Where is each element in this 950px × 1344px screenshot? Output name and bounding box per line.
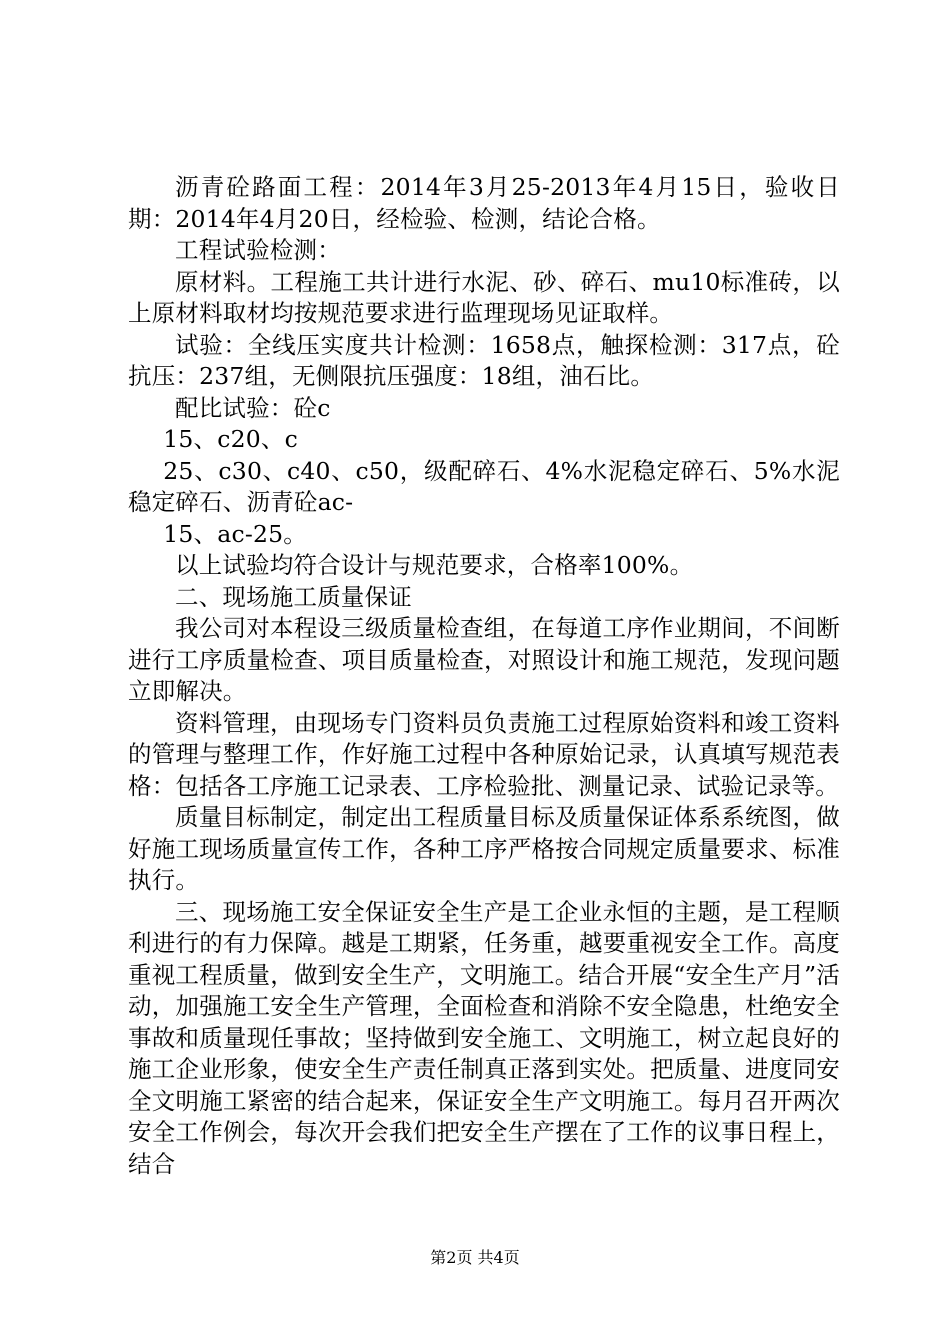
page-footer: 第2页 共4页 bbox=[430, 1248, 520, 1267]
paragraph-mix-grades-3: 15、ac-25。 bbox=[163, 519, 307, 548]
paragraph-safety: 三、现场施工安全保证安全生产是工企业永恒的主题，是工程顺利进行的有力保障。越是工期紧，任务重，越要重视安全工作。高度重视工程质量，做到安全生产，文明施工。结合开展“安全生产月”活动，加强施工安全生产管理，全面检查和消除不安全隐患，杜绝安全事故和质量现任事故；坚持做到安全施工、文明施工，树立起良好的施工企业形象，使安全生产责任制真正落到实处。把质量、进度同安全文明施工紧密的结合起来，保证安全生产文明施工。每月召开两次安全工作例会，每次开会我们把安全生产摆在了工作的议事日程上，结合 bbox=[128, 897, 840, 1178]
paragraph-raw-materials: 原材料。工程施工共计进行水泥、砂、碎石、mu10标准砖，以上原材料取材均按规范要求进行监理现场见证取样。 bbox=[128, 267, 840, 327]
paragraph-tests: 试验：全线压实度共计检测：1658点，触探检测：317点，砼抗压：237组，无侧限抗压强度：18组，油石比。 bbox=[128, 330, 840, 390]
section-heading-quality: 二、现场施工质量保证 bbox=[175, 582, 412, 611]
paragraph-mix-tests: 配比试验：砼c bbox=[175, 393, 331, 422]
paragraph-mix-grades-1: 15、c20、c bbox=[163, 425, 298, 453]
paragraph-quality-targets: 质量目标制定，制定出工程质量目标及质量保证体系系统图，做好施工现场质量宣传工作，各种工序严格按合同规定质量要求、标准执行。 bbox=[128, 803, 840, 894]
paragraph-pass-rate: 以上试验均符合设计与规范要求，合格率100%。 bbox=[175, 551, 694, 579]
paragraph-asphalt-pavement: 沥青砼路面工程：2014年3月25-2013年4月15日，验收日期：2014年4月20日，经检验、检测，结论合格。 bbox=[128, 173, 840, 233]
paragraph-inspection-groups: 我公司对本程设三级质量检查组，在每道工序作业期间，不间断进行工序质量检查、项目质量检查，对照设计和施工规范，发现问题立即解决。 bbox=[128, 614, 840, 705]
paragraph-testing-heading: 工程试验检测： bbox=[175, 236, 341, 264]
paragraph-records-management: 资料管理，由现场专门资料员负责施工过程原始资料和竣工资料的管理与整理工作，作好施工过程中各种原始记录，认真填写规范表格：包括各工序施工记录表、工序检验批、测量记录、试验记录等。 bbox=[128, 708, 840, 800]
document-body bbox=[128, 172, 840, 1180]
paragraph-mix-grades-2: 25、c30、c40、c50，级配碎石、4%水泥稳定碎石、5%水泥稳定碎石、沥青砼ac- bbox=[128, 456, 840, 516]
